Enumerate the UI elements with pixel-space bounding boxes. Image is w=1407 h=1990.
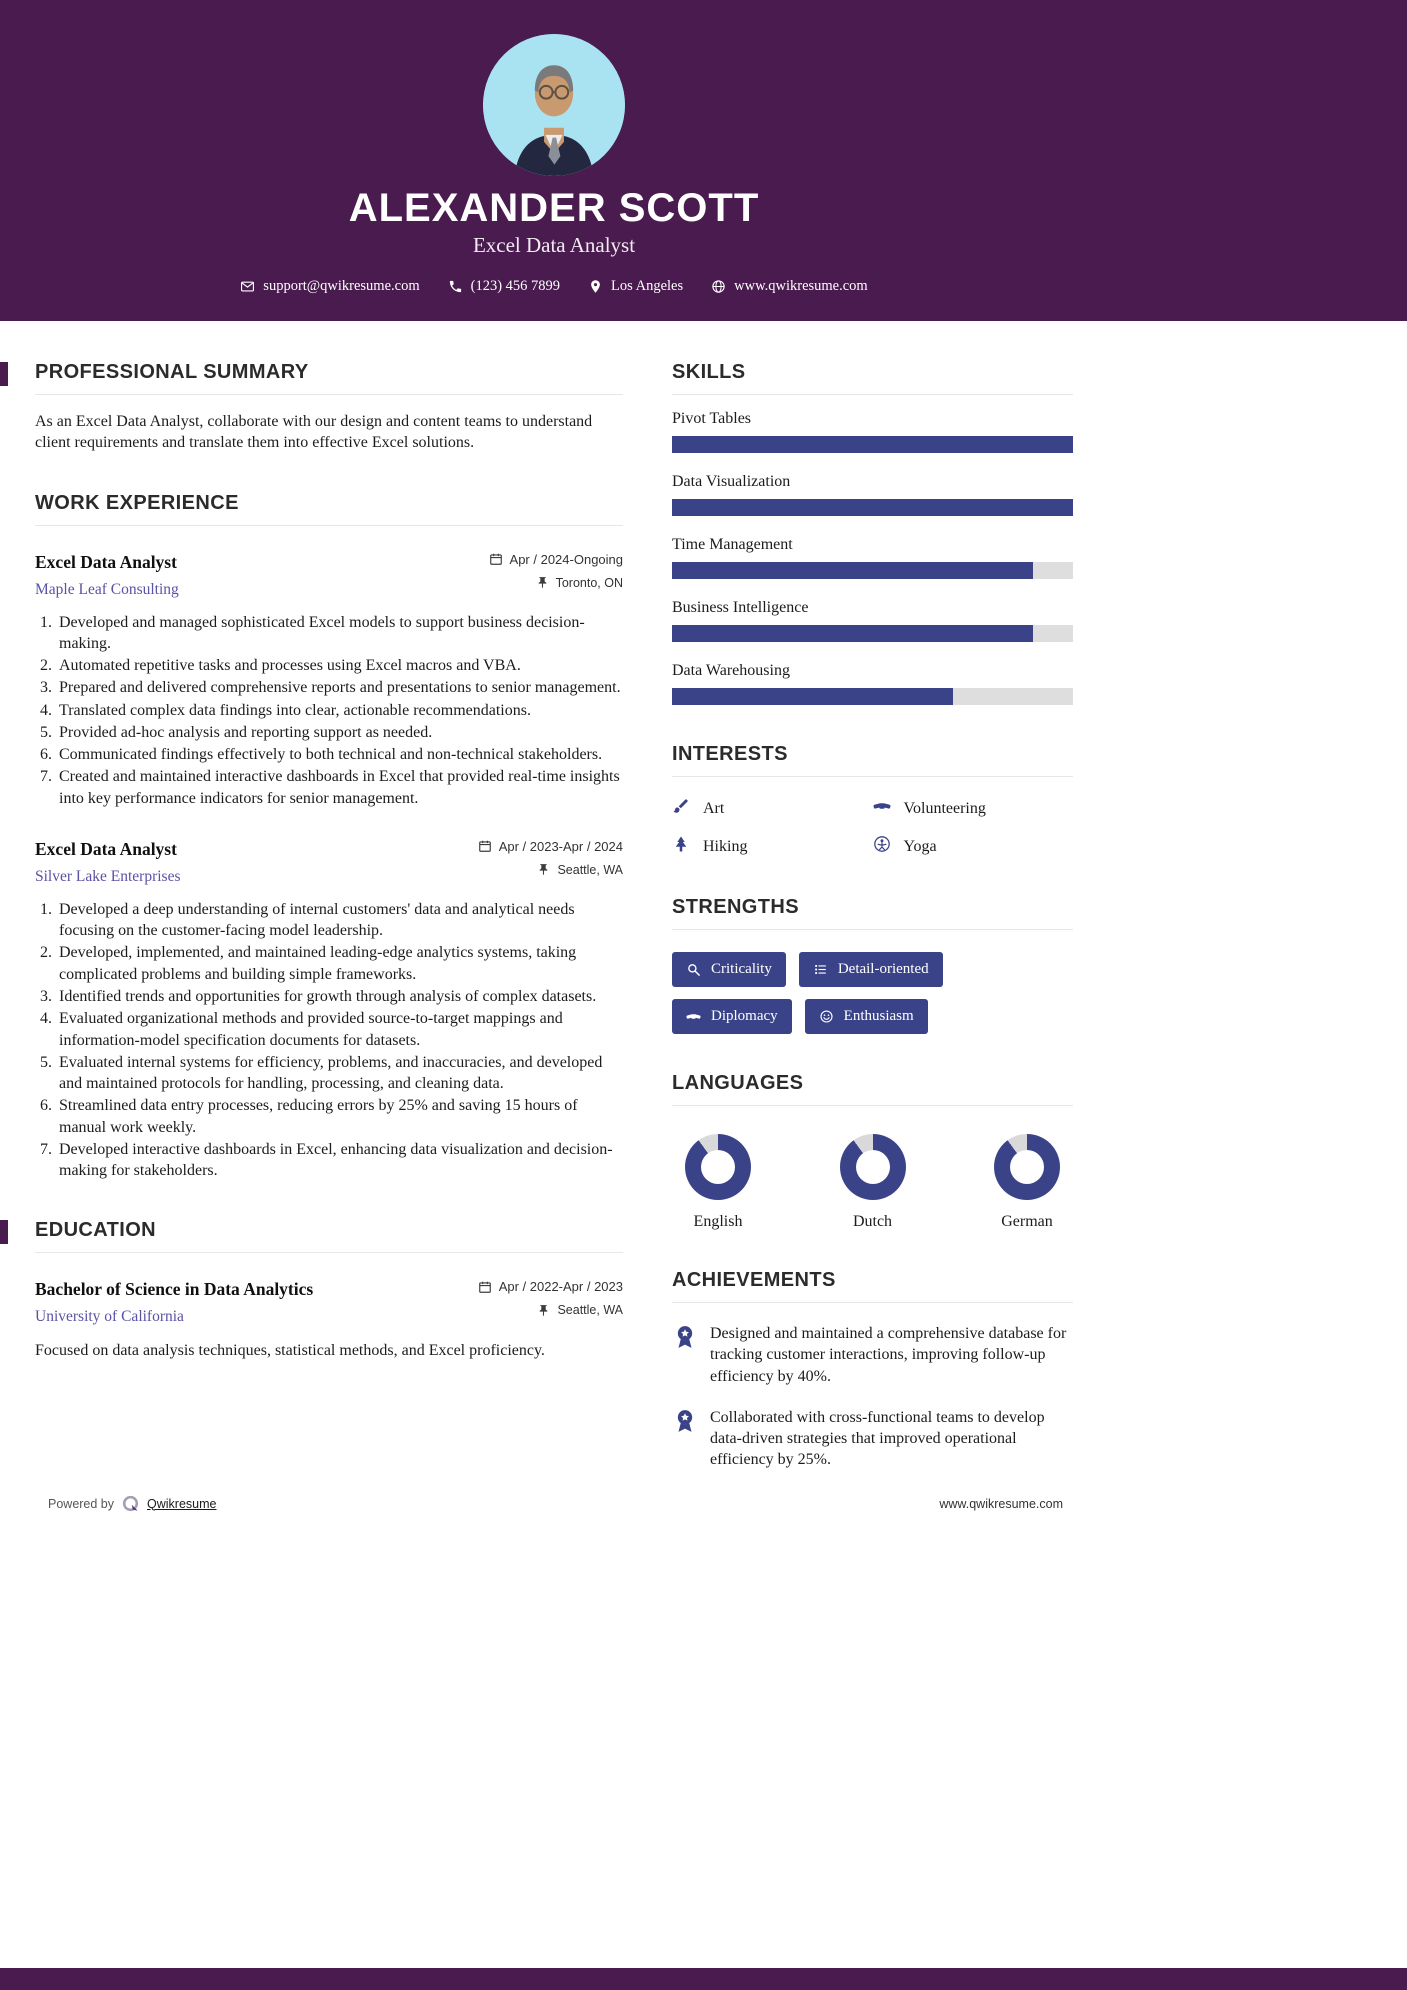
skill-item [672, 410, 1073, 453]
skill-bar [672, 562, 1073, 579]
strength-label: Criticality [711, 961, 772, 977]
skill-name: Data Visualization [672, 473, 791, 490]
tree-icon [672, 835, 690, 853]
strength-label: Diplomacy [711, 1008, 778, 1024]
skill-bar-fill [672, 625, 1033, 642]
skill-bar-fill [672, 499, 1073, 516]
profile-photo [483, 34, 625, 176]
skill-item [672, 473, 1073, 516]
degree-title: Bachelor of Science in Data Analytics [35, 1279, 314, 1300]
job-bullet: 6. Communicated findings effectively to both technical and non-technical stakeholders. [56, 744, 623, 765]
work-experience-heading: WORK EXPERIENCE [35, 492, 623, 526]
education-dates: Apr / 2022-Apr / 2023 [478, 1279, 623, 1294]
strengths-section [672, 896, 1073, 1034]
interest-list [672, 797, 1073, 858]
interest-label: Art [703, 799, 725, 817]
bottom-accent-bar [0, 1968, 1407, 1990]
interest-item [672, 835, 873, 858]
job-entry [35, 839, 623, 1181]
language-item [685, 1134, 751, 1231]
skill-list [672, 410, 1073, 705]
interest-label: Volunteering [903, 799, 986, 817]
handshake-icon [873, 797, 891, 815]
interest-item [873, 797, 1074, 820]
job-bullet: 5. Provided ad-hoc analysis and reporting support as needed. [56, 722, 623, 743]
achievement-text: Designed and maintained a comprehensive database for tracking customer interactions, improving follow-up efficiency by 40%. [710, 1325, 1067, 1385]
smiley-icon [819, 1009, 834, 1024]
resume-header [0, 0, 1407, 321]
skill-bar [672, 436, 1073, 453]
skill-name: Data Warehousing [672, 662, 790, 679]
job-location: Seattle, WA [478, 863, 623, 877]
achievement-item [672, 1407, 1073, 1471]
contact-email: support@qwikresume.com [240, 278, 419, 295]
summary-text: As an Excel Data Analyst, collaborate with our design and content teams to understand client requirements and translate them into effective Excel solutions. [35, 413, 593, 452]
language-label: English [693, 1213, 743, 1230]
map-pin-icon [588, 279, 603, 294]
job-bullet: 5. Evaluated internal systems for efficiency, problems, and inaccuracies, and developed and maintained protocols for handling, processing, and cleaning data. [56, 1052, 623, 1095]
achievement-list [672, 1323, 1073, 1471]
yoga-icon [873, 835, 891, 853]
job-bullet: 4. Evaluated organizational methods and provided source-to-target mappings and information-model specification documents for datasets. [56, 1008, 623, 1051]
education-description: Focused on data analysis techniques, statistical methods, and Excel proficiency. [35, 1342, 545, 1360]
award-icon [672, 1324, 698, 1350]
skill-bar [672, 688, 1073, 705]
skill-bar-fill [672, 562, 1033, 579]
job-location: Toronto, ON [489, 576, 623, 590]
candidate-title: Excel Data Analyst [472, 233, 636, 257]
strength-badge [805, 999, 928, 1034]
skill-name: Business Intelligence [672, 599, 809, 616]
summary-section [35, 361, 623, 454]
handshake-icon [686, 1009, 701, 1024]
job-bullet: 7. Created and maintained interactive dashboards in Excel that provided real-time insights into key performance indicators for senior management. [56, 766, 623, 809]
job-bullet: 1. Developed and managed sophisticated Excel models to support business decision-making. [56, 612, 623, 655]
job-bullet: 3. Identified trends and opportunities for growth through analysis of complex datasets. [56, 986, 623, 1007]
job-bullet: 1. Developed a deep understanding of internal customers' data and analytical needs focusing on the customer-facing model leadership. [56, 899, 623, 942]
skill-name: Pivot Tables [672, 410, 752, 427]
language-donut [994, 1134, 1060, 1200]
education-entry [35, 1279, 623, 1361]
interest-label: Yoga [903, 837, 937, 855]
job-bullets [35, 612, 623, 809]
contact-row [35, 278, 1073, 295]
strength-badge [672, 999, 792, 1034]
job-entry [35, 552, 623, 809]
job-title: Excel Data Analyst [35, 838, 177, 859]
achievements-heading: ACHIEVEMENTS [672, 1269, 1073, 1303]
work-experience-section [35, 492, 623, 1182]
skill-item [672, 536, 1073, 579]
skill-name: Time Management [672, 536, 793, 553]
interest-item [873, 835, 1074, 858]
pushpin-icon [536, 576, 549, 589]
job-bullet: 3. Prepared and delivered comprehensive reports and presentations to senior management. [56, 677, 623, 698]
job-company: Maple Leaf Consulting [35, 580, 179, 598]
phone-icon [448, 279, 463, 294]
qwik-logo-icon [121, 1494, 140, 1513]
strength-badge [799, 952, 943, 987]
skills-section [672, 361, 1073, 705]
skill-bar [672, 499, 1073, 516]
contact-location: Los Angeles [588, 278, 683, 295]
list-icon [813, 962, 828, 977]
job-bullet: 6. Streamlined data entry processes, reducing errors by 25% and saving 15 hours of manual work weekly. [56, 1095, 623, 1138]
job-bullet: 4. Translated complex data findings into clear, actionable recommendations. [56, 700, 623, 721]
strength-label: Detail-oriented [837, 961, 929, 977]
pushpin-icon [537, 1304, 550, 1317]
language-label: Dutch [852, 1213, 893, 1230]
skill-bar-fill [672, 436, 1073, 453]
candidate-name: ALEXANDER SCOTT [348, 186, 760, 230]
languages-heading: LANGUAGES [672, 1072, 1073, 1106]
language-donut [685, 1134, 751, 1200]
achievement-text: Collaborated with cross-functional teams to develop data-driven strategies that improved operational efficiency by 25%. [710, 1408, 1045, 1469]
job-bullets [35, 899, 623, 1181]
education-section [35, 1219, 623, 1361]
skill-item [672, 599, 1073, 642]
page-footer [0, 1494, 1073, 1513]
strength-label: Enthusiasm [843, 1008, 914, 1024]
language-donut [840, 1134, 906, 1200]
footer-website: www.qwikresume.com [939, 1496, 1063, 1511]
interest-item [672, 797, 873, 820]
job-dates: Apr / 2024-Ongoing [489, 552, 623, 567]
language-list [672, 1134, 1073, 1231]
interest-label: Hiking [703, 837, 748, 855]
globe-icon [711, 279, 726, 294]
achievements-section [672, 1269, 1073, 1471]
job-bullet: 7. Developed interactive dashboards in Excel, enhancing data visualization and decision-making for stakeholders. [56, 1139, 623, 1182]
summary-heading: PROFESSIONAL SUMMARY [35, 361, 623, 395]
email-icon [240, 279, 255, 294]
education-heading: EDUCATION [35, 1219, 623, 1253]
languages-section [672, 1072, 1073, 1231]
job-bullet: 2. Developed, implemented, and maintained leading-edge analytics systems, taking complicated problems and building simple frameworks. [56, 942, 623, 985]
job-title: Excel Data Analyst [35, 551, 177, 572]
paintbrush-icon [672, 797, 690, 815]
job-company: Silver Lake Enterprises [35, 867, 181, 885]
job-bullet: 2. Automated repetitive tasks and processes using Excel macros and VBA. [56, 655, 623, 676]
job-dates: Apr / 2023-Apr / 2024 [478, 839, 623, 854]
award-icon [672, 1408, 698, 1434]
language-item [840, 1134, 906, 1231]
skill-item [672, 662, 1073, 705]
strengths-heading: STRENGTHS [672, 896, 1073, 930]
pushpin-icon [537, 863, 550, 876]
contact-website: www.qwikresume.com [711, 278, 868, 295]
powered-by-label: Powered by [48, 1496, 115, 1511]
resume-body [0, 321, 1407, 1509]
interests-heading: INTERESTS [672, 743, 1073, 777]
language-item [994, 1134, 1060, 1231]
achievement-item [672, 1323, 1073, 1387]
interests-section [672, 743, 1073, 858]
strength-list [672, 952, 1073, 1034]
skills-heading: SKILLS [672, 361, 1073, 395]
right-column [672, 361, 1073, 1509]
skill-bar-fill [672, 688, 953, 705]
strength-badge [672, 952, 786, 987]
language-label: German [1001, 1213, 1053, 1230]
left-column [35, 361, 623, 1509]
education-location: Seattle, WA [478, 1303, 623, 1317]
skill-bar [672, 625, 1073, 642]
contact-phone: (123) 456 7899 [448, 278, 560, 295]
job-list [35, 552, 623, 1182]
school-name: University of California [35, 1308, 184, 1326]
calendar-icon [478, 839, 492, 853]
qwikresume-link[interactable]: Qwikresume [147, 1496, 217, 1511]
brand-block [48, 1494, 216, 1513]
magnifier-icon [686, 962, 701, 977]
calendar-icon [489, 552, 503, 566]
calendar-icon [478, 1280, 492, 1294]
